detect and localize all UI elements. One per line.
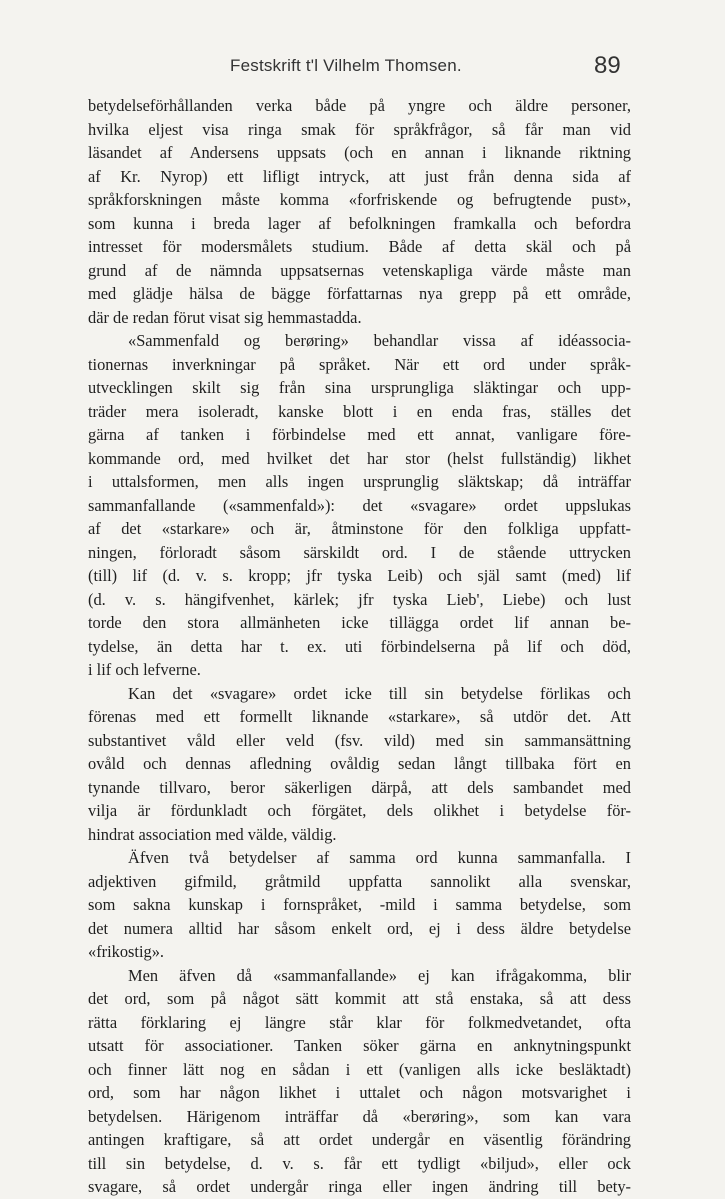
text-line: rätta förklaring ej längre står klar för folkmedvetandet, ofta <box>88 1012 631 1032</box>
text-line: grund af de nämnda uppsatsernas vetenskapliga värde måste man <box>88 260 631 280</box>
text-line: tynande tillvaro, beror säkerligen därpå, att dels sambandet med <box>88 777 631 797</box>
text-line: torde den stora allmänheten icke tillägga ordet lif annan be- <box>88 613 631 632</box>
text-line: i lif och lefverne. <box>88 660 201 679</box>
text-line: förenas med ett formellt liknande «starkare», så utdör det. Att <box>88 707 631 726</box>
text-line: ord, som har någon likhet i uttalet och någon motsvarighet i <box>88 1083 631 1102</box>
text-line: antingen kraftigare, så att ordet undergår en väsentlig förändring <box>88 1130 631 1149</box>
text-line: intresset för modersmålets studium. Både af detta skäl och på <box>88 237 631 256</box>
page-header <box>0 52 725 86</box>
text-line: svagare, så ordet undergår ringa eller ingen ändring till bety- <box>88 1177 631 1196</box>
text-line: språkforskningen måste komma «forfriskende og befrugtende pust», <box>88 190 631 209</box>
text-line: utvecklingen skilt sig från sina ursprungliga släktingar och upp- <box>88 378 631 397</box>
text-line: Kan det «svagare» ordet icke till sin betydelse förlikas och <box>128 683 631 703</box>
text-line: hindrat association med välde, väldig. <box>88 824 337 844</box>
text-line: (d. v. s. hängifvenhet, kärlek; jfr tyska Lieb', Liebe) och lust <box>88 589 631 609</box>
text-line: läsandet af Andersens uppsats (och en annan i liknande riktning <box>88 143 631 162</box>
text-line: betydelseförhållanden verka både på yngre och äldre personer, <box>88 96 631 115</box>
text-line: af det «starkare» och är, åtminstone för den folkliga uppfatt- <box>88 519 631 538</box>
text-line: som kunna i breda lager af befolkningen framkalla och befordra <box>88 213 631 233</box>
text-line: det numera alltid har såsom enkelt ord, ej i dess äldre betydelse <box>88 918 631 938</box>
text-line: adjektiven gifmild, gråtmild uppfatta sannolikt alla svenskar, <box>88 871 631 891</box>
text-line: «frikostig». <box>88 942 165 961</box>
text-line: träder mera isoleradt, kanske blott i en enda fras, ställes det <box>88 401 631 421</box>
text-line: gärna af tanken i förbindelse med ett annat, vanligare före- <box>88 425 631 444</box>
text-line: betydelsen. Härigenom inträffar då «berøring», som kan vara <box>88 1106 631 1126</box>
text-line: med glädje hälsa de bägge författarnas nya grepp på ett område, <box>88 284 631 303</box>
page-number: 89 <box>594 52 621 79</box>
text-line: «Sammenfald og berøring» behandlar vissa af idéassocia- <box>128 331 631 350</box>
text-line: sammanfallande («sammenfald»): det «svagare» ordet uppslukas <box>88 495 631 515</box>
text-line: (till) lif (d. v. s. kropp; jfr tyska Leib) och själ samt (med) lif <box>88 566 631 585</box>
body-text <box>88 94 631 1199</box>
text-line: i uttalsformen, men alls ingen ursprunglig släktskap; då inträffar <box>88 472 631 491</box>
text-line: där de redan förut visat sig hemmastadda. <box>88 307 362 327</box>
text-line: hvilka eljest visa ringa smak för språkfrågor, så får man vid <box>88 119 631 139</box>
text-line: Äfven två betydelser af samma ord kunna sammanfalla. I <box>128 848 631 867</box>
text-line: och finner lätt nog en sådan i ett (vanligen alls icke besläktadt) <box>88 1059 631 1079</box>
text-line: af Kr. Nyrop) ett lifligt intryck, att just från denna sida af <box>88 166 631 186</box>
text-line: ovåld och dennas afledning ovåldig sedan långt tillbaka fört en <box>88 754 631 773</box>
text-line: till sin betydelse, d. v. s. får ett tydligt «biljud», eller ock <box>88 1153 631 1173</box>
text-line: substantivet våld eller veld (fsv. vild) med sin sammansättning <box>88 730 631 750</box>
text-line: ningen, förloradt såsom särskildt ord. I de stående uttrycken <box>88 542 631 562</box>
text-line: som sakna kunskap i fornspråket, -mild i samma betydelse, som <box>88 895 631 914</box>
text-line: tydelse, än detta har t. ex. uti förbindelserna på lif och död, <box>88 636 631 656</box>
running-title: Festskrift t'l Vilhelm Thomsen. <box>230 56 462 75</box>
text-line: vilja är fördunkladt och förgätet, dels olikhet i betydelse för- <box>88 801 631 820</box>
text-line: utsatt för associationer. Tanken söker gärna en anknytningspunkt <box>88 1036 631 1055</box>
text-line: kommande ord, med hvilket det har stor (helst fullständig) likhet <box>88 448 631 468</box>
text-line: Men äfven då «sammanfallande» ej kan ifrågakomma, blir <box>128 965 631 985</box>
text-line: det ord, som på något sätt kommit att stå enstaka, så att dess <box>88 989 631 1008</box>
text-line: tionernas inverkningar på språket. När ett ord under språk- <box>88 354 631 374</box>
